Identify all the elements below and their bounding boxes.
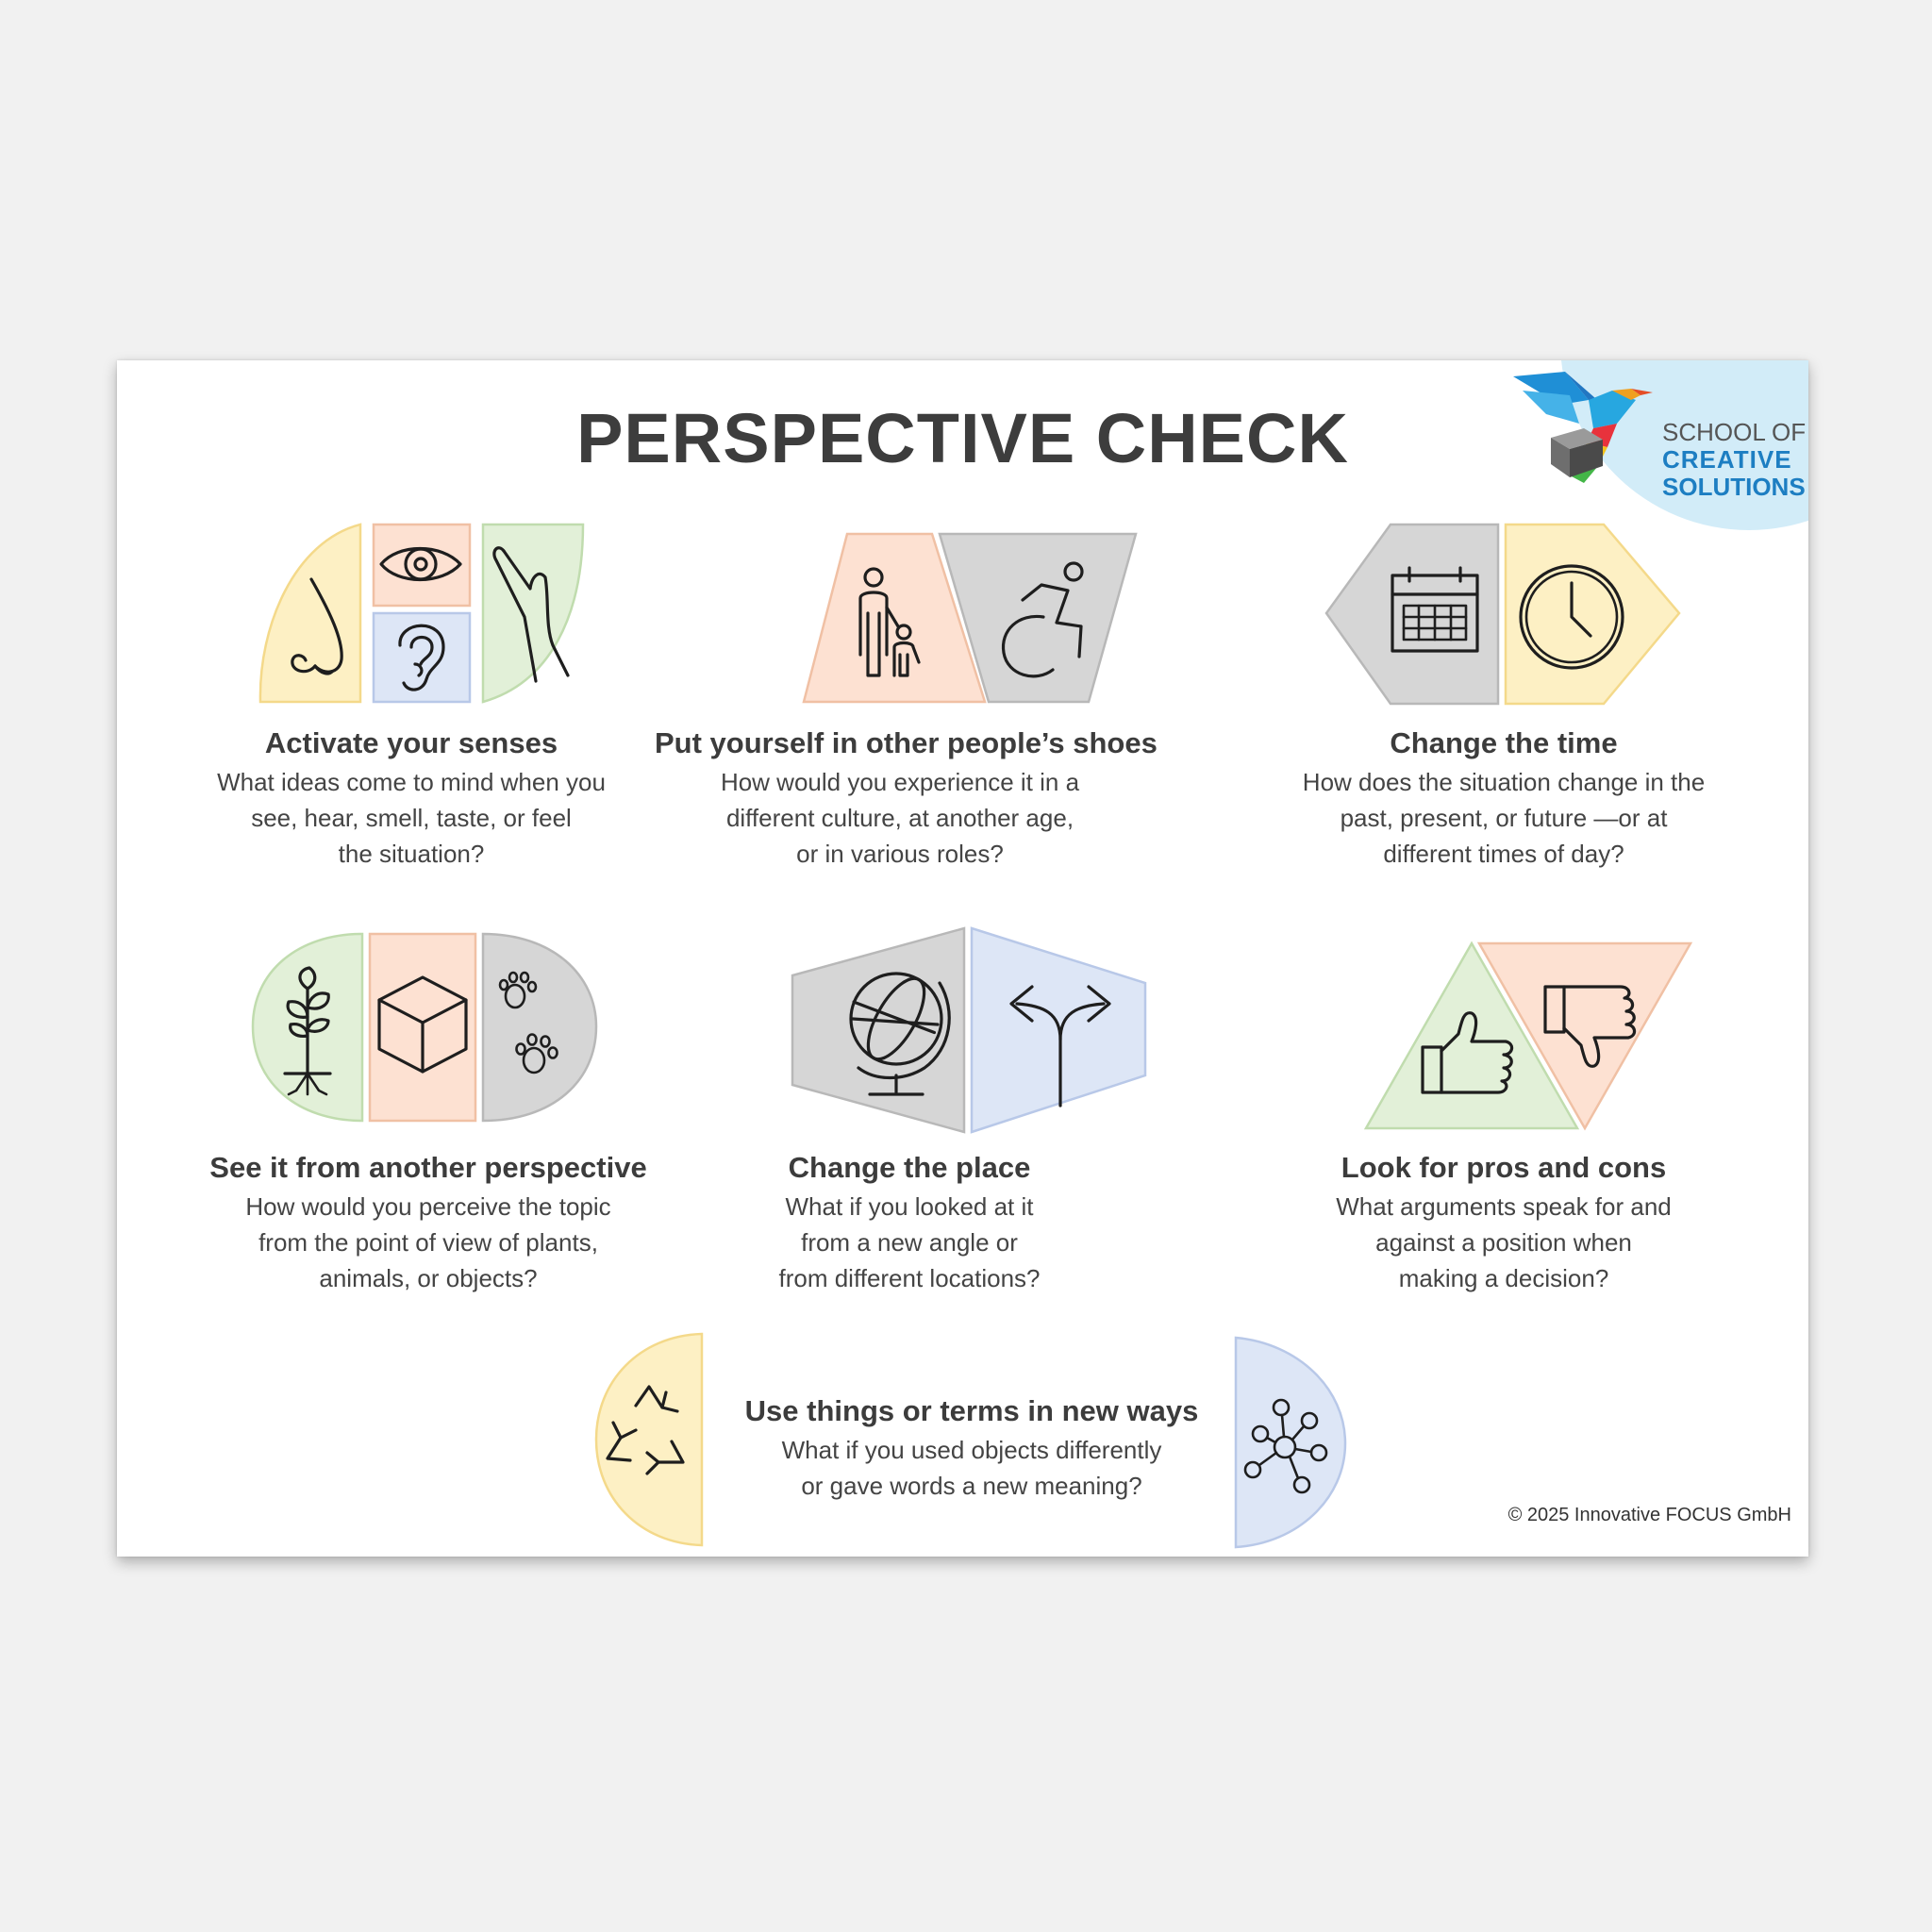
time-illustration <box>1324 523 1683 708</box>
item-title-new-ways: Use things or terms in new ways <box>744 1394 1199 1427</box>
item-title-pros-cons: Look for pros and cons <box>1341 1151 1667 1184</box>
logo-line-1: SCHOOL OF <box>1662 418 1807 446</box>
people-illustration <box>800 532 1140 708</box>
item-desc-place: What if you looked at it from a new angle or from different locations? <box>778 1192 1041 1292</box>
copyright-notice: © 2025 Innovative FOCUS GmbH <box>1507 1505 1791 1525</box>
item-title-perspective: See it from another perspective <box>209 1151 647 1184</box>
page-title: PERSPECTIVE CHECK <box>576 399 1349 477</box>
item-desc-pros-cons: What arguments speak for and against a position when making a decision? <box>1336 1192 1672 1292</box>
item-desc-shoes: How would you experience it in a different culture, at another age, or in various roles? <box>720 768 1080 868</box>
recycle-half-circle <box>592 1332 706 1549</box>
place-illustration <box>791 926 1149 1134</box>
item-desc-senses: What ideas come to mind when you see, hear, smell, taste, or feel the situation? <box>217 768 606 868</box>
pros-cons-illustration <box>1364 941 1694 1132</box>
item-desc-time: How does the situation change in the past, present, or future —or at different times of day? <box>1302 768 1706 868</box>
item-title-time: Change the time <box>1390 726 1618 759</box>
network-half-circle <box>1232 1336 1349 1549</box>
senses-illustration <box>257 523 587 708</box>
item-title-shoes: Put yourself in other people’s shoes <box>655 726 1158 759</box>
perspective-illustration <box>251 932 600 1124</box>
item-desc-new-ways: What if you used objects differently or gave words a new meaning? <box>781 1436 1162 1500</box>
item-title-senses: Activate your senses <box>264 726 558 759</box>
item-desc-perspective: How would you perceive the topic from the point of view of plants, animals, or objects? <box>245 1192 611 1292</box>
item-title-place: Change the place <box>788 1151 1031 1184</box>
logo-line-2: CREATIVE <box>1662 445 1792 474</box>
poster-card <box>117 360 1808 1557</box>
logo-line-3: SOLUTIONS <box>1662 473 1806 501</box>
